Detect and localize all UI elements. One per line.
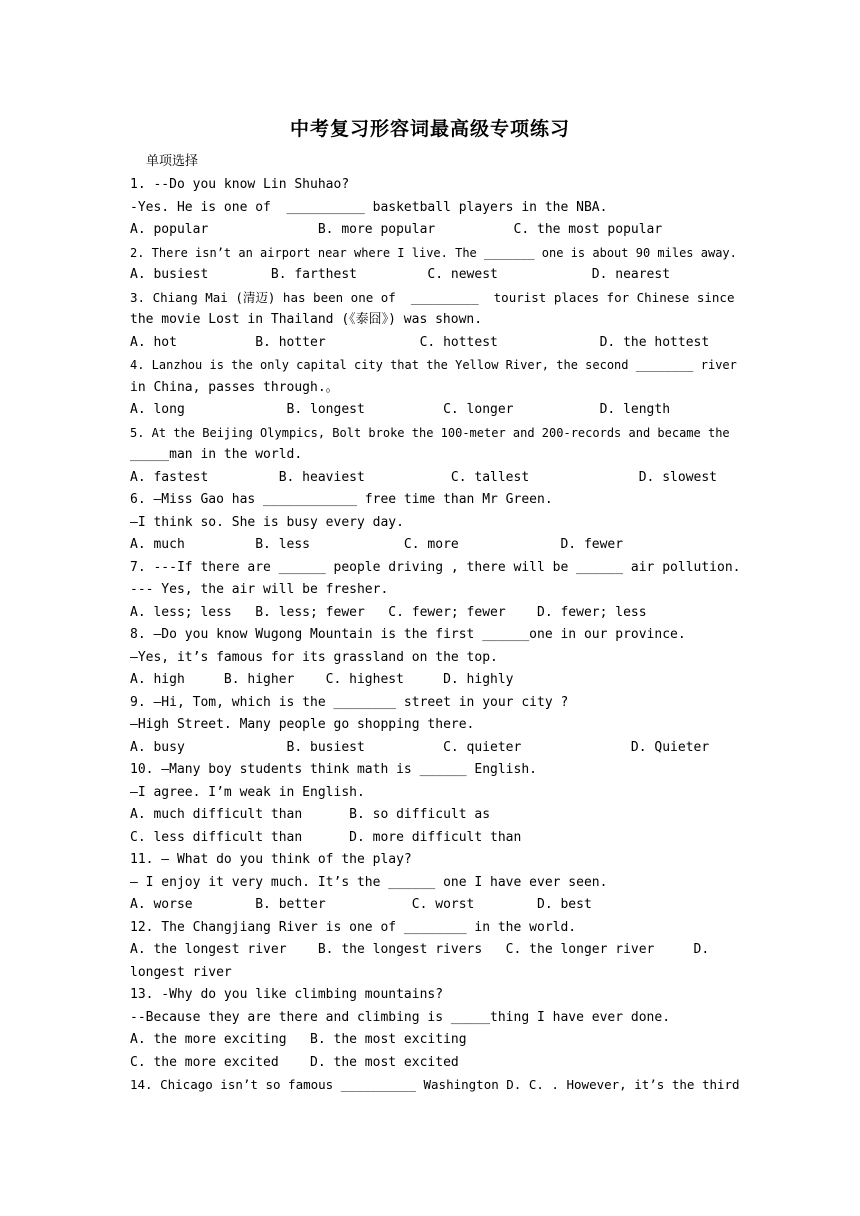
text-line: —High Street. Many people go shopping there. — [130, 717, 475, 732]
text-line: A. worse B. better C. worst D. best — [130, 897, 592, 912]
text-line: A. fastest B. heaviest C. tallest D. slowest — [130, 469, 717, 485]
text-line: --- Yes, the air will be fresher. — [130, 582, 389, 597]
text-line: 11. — What do you think of the play? — [130, 852, 412, 867]
text-line: 12. The Changjiang River is one of ________ in the world. — [130, 919, 577, 935]
text-line: 14. Chicago isn’t so famous __________ Washington D. C. . However, it’s the third — [130, 1077, 740, 1092]
text-line: A. high B. higher C. highest D. highly — [130, 672, 514, 687]
text-line: _____man in the world. — [130, 447, 303, 462]
text-line: 1. --Do you know Lin Shuhao? — [130, 177, 350, 192]
text-line: 4. Lanzhou is the only capital city that the Yellow River, the second ________ river — [130, 358, 737, 372]
text-line: the movie Lost in Thailand (《泰囧》) was shown. — [130, 312, 483, 327]
text-line: —Yes, it’s famous for its grassland on the top. — [130, 649, 498, 665]
text-line: A. busiest B. farthest C. newest D. nearest — [130, 267, 671, 282]
text-line: 9. —Hi, Tom, which is the ________ street in your city ? — [130, 694, 569, 710]
text-line: 7. ---If there are ______ people driving , there will be ______ air pollution. — [130, 559, 741, 575]
document-title: 中考复习形容词最高级专项练习 — [289, 118, 570, 140]
text-line: — I enjoy it very much. It’s the ______ one I have ever seen. — [130, 874, 608, 890]
text-line: in China, passes through.。 — [130, 379, 339, 395]
text-line: A. popular B. more popular C. the most popular — [130, 222, 663, 237]
text-line: A. long B. longest C. longer D. length — [130, 402, 671, 417]
text-line: A. much difficult than B. so difficult as — [130, 807, 491, 822]
text-line: 10. —Many boy students think math is ______ English. — [130, 762, 537, 777]
text-line: C. the more excited D. the most excited — [130, 1054, 459, 1070]
text-line: A. hot B. hotter C. hottest D. the hottest — [130, 334, 710, 350]
text-line: A. much B. less C. more D. fewer — [130, 537, 624, 552]
text-line: A. less; less B. less; fewer C. fewer; fewer D. fewer; less — [130, 604, 647, 620]
text-line: 3. Chiang Mai (清迈) has been one of _________ tourist places for Chinese since — [130, 289, 735, 305]
text-line: longest river — [130, 964, 232, 980]
text-line: 5. At the Beijing Olympics, Bolt broke the 100-meter and 200-records and became the — [130, 425, 730, 440]
text-line: A. busy B. busiest C. quieter D. Quieter — [130, 739, 710, 755]
text-line: A. the longest river B. the longest rivers C. the longer river D. — [130, 942, 710, 957]
text-line: —I think so. She is busy every day. — [130, 514, 404, 530]
text-line: —I agree. I’m weak in English. — [130, 784, 365, 800]
text-line: 2. There isn’t an airport near where I live. The _______ one is about 90 miles away. — [130, 245, 737, 260]
text-line: 8. —Do you know Wugong Mountain is the first ______one in our province. — [130, 627, 686, 642]
text-line: -Yes. He is one of __________ basketball players in the NBA. — [130, 199, 608, 215]
text-line: C. less difficult than D. more difficult than — [130, 829, 522, 845]
text-line: 6. —Miss Gao has ____________ free time than Mr Green. — [130, 492, 553, 507]
text-line: --Because they are there and climbing is _____thing I have ever done. — [130, 1009, 671, 1025]
text-line: A. the more exciting B. the most exciting — [130, 1032, 467, 1047]
text-line: 13. -Why do you like climbing mountains? — [130, 987, 444, 1002]
section-heading: 单项选择 — [146, 154, 199, 169]
